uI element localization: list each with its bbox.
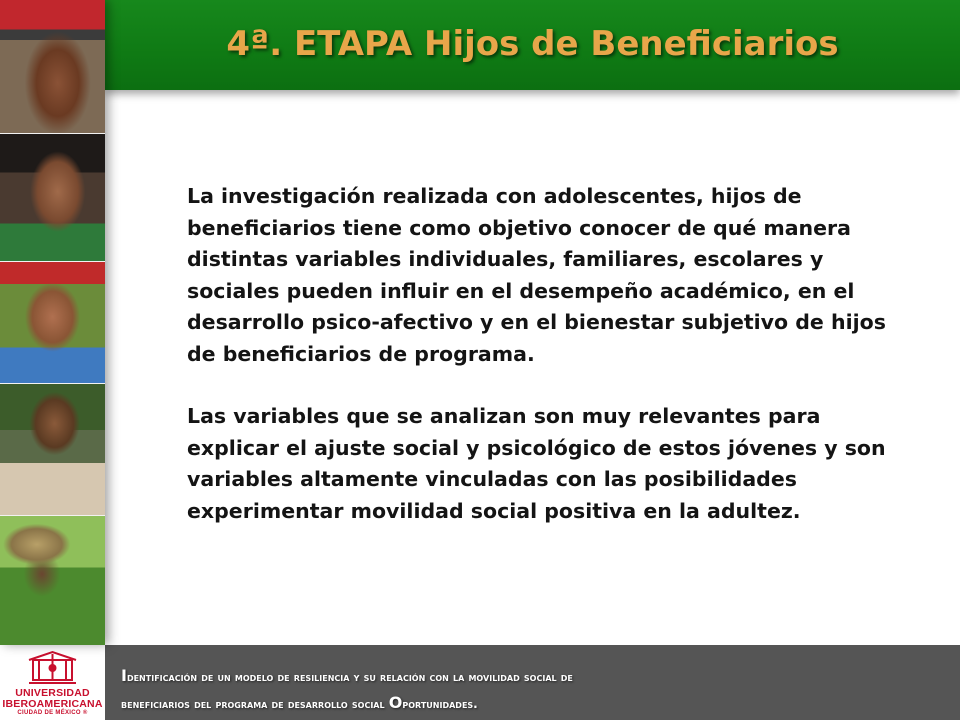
university-emblem-icon — [25, 650, 80, 686]
body-paragraph-2: Las variables que se analizan son muy relevantes para explicar el ajuste social y psicológico de estos jóvenes y son variables altamente vinculadas con las posibilidades experimentar movilidad social positiva en la adultez. — [187, 404, 886, 523]
footer-initial-i: I — [121, 666, 127, 685]
footer-caption — [121, 663, 931, 717]
slide-body — [187, 181, 887, 527]
logo-text-city: CIUDAD DE MÉXICO ® — [17, 710, 88, 716]
photo-woman-with-child — [0, 384, 105, 516]
photo-woman-braids — [0, 134, 105, 262]
logo-text-iberoamericana: IBEROAMERICANA — [2, 698, 103, 710]
university-logo — [0, 645, 105, 720]
photo-smiling-man-cap — [0, 262, 105, 384]
title-bar — [105, 0, 960, 90]
photo-farmer-hat — [0, 516, 105, 645]
body-paragraph-1: La investigación realizada con adolescentes, hijos de beneficiarios tiene como objetivo conocer de qué manera distintas variables individuales, familiares, escolares y sociales pueden influir en el desempeño académico, en el desarrollo psico-afectivo y en el bienestar subjetivo de hijos de beneficiarios de programa. — [187, 184, 886, 366]
photo-indigenous-man — [0, 0, 105, 134]
logo-text-universidad: UNIVERSIDAD — [15, 687, 90, 699]
footer-line2: beneficiarios del programa de desarrollo social — [121, 697, 389, 711]
footer-line2-end: portunidades. — [402, 697, 478, 711]
footer-initial-o: O — [388, 693, 403, 712]
footer-bar — [0, 645, 960, 720]
slide-title: 4ª. ETAPA Hijos de Beneficiarios — [226, 24, 839, 64]
photo-strip — [0, 0, 105, 645]
footer-line1: dentificación de un modelo de resiliencia y su relación con la movilidad social de — [126, 670, 573, 684]
